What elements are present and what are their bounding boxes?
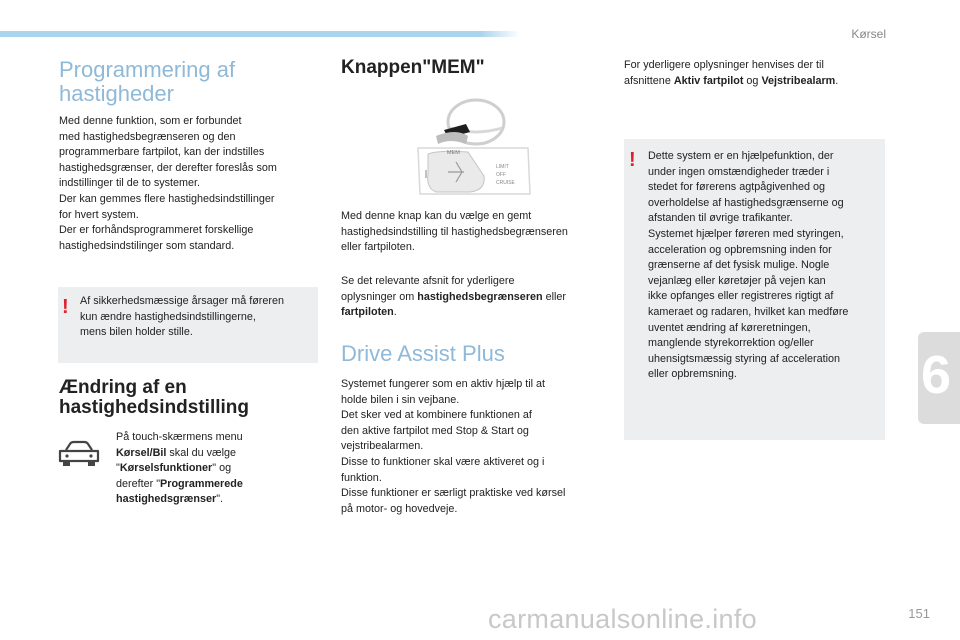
warning-line: Af sikkerhedsmæssige årsager må føreren (80, 295, 285, 307)
left-instruction (116, 430, 296, 508)
link-hastighedsbegraenseren: hastighedsbegrænseren (417, 290, 543, 303)
drive-assist-text (341, 377, 611, 517)
para-line: Se det relevante afsnit for yderligere (341, 275, 515, 287)
para-line: på motor- og hovedveje. (341, 502, 458, 515)
instruction-text: skal du vælge (166, 446, 237, 459)
para-line: Disse to funktioner skal være aktiveret og i (341, 455, 545, 468)
warning-line: grænserne af det fysisk mulige. Nogle (648, 259, 830, 272)
para-line: hastighedsindstilling til hastighedsbegrænseren (341, 225, 568, 238)
para-line: holde bilen i sin vejbane. (341, 393, 460, 406)
middle-title (341, 58, 601, 78)
para-text: afsnittene (624, 74, 674, 87)
para-line: Det sker ved at kombinere funktionen af (341, 409, 532, 422)
warning-line: Dette system er en hjælpefunktion, der (648, 150, 834, 162)
right-warning-box (624, 139, 885, 440)
menu-hastighedsgraenser: hastighedsgrænser (116, 493, 217, 506)
label-mem: MEM (447, 150, 460, 156)
warning-line: acceleration og opbremsning inden for (648, 243, 832, 256)
header-accent-bar (0, 31, 480, 37)
warning-line: afstanden til øvrige trafikanter. (648, 212, 793, 225)
header-accent-fade (480, 31, 520, 37)
para-line: Disse funktioner er særligt praktiske ved kørsel (341, 487, 566, 500)
subtitle-line1: Ændring af en (59, 377, 187, 398)
warning-icon: ! (629, 149, 636, 171)
mem-button-illustration (408, 98, 538, 198)
instruction-text: derefter " (116, 477, 161, 490)
para-line: den aktive fartpilot med Stop & Start og (341, 424, 529, 437)
menu-bil: Bil (152, 446, 167, 459)
chapter-number: 6 (920, 345, 951, 405)
left-title-line1: Programmering af (59, 57, 236, 82)
para-text: oplysninger om (341, 290, 418, 303)
warning-line: manglende styrekorrektion og/eller (648, 337, 814, 350)
mem-title: Knappen"MEM" (341, 57, 485, 78)
para-text: eller (542, 290, 567, 303)
para-line: Systemet fungerer som en aktiv hjælp til at (341, 378, 546, 390)
quote: " (116, 462, 120, 475)
warning-line: kun ændre hastighedsindstillingerne, (80, 310, 256, 323)
menu-korsel: Kørsel (116, 446, 150, 459)
warning-line: uhensigtsmæssig styring af acceleration (648, 352, 841, 365)
intro-line: programmerbare fartpilot, kan der indstilles (59, 146, 265, 159)
intro-line: Med denne funktion, som er forbundet (59, 115, 242, 127)
intro-line: med hastighedsbegrænseren og den (59, 130, 236, 143)
warning-line: vejanlæg eller køretøjer på vejen kan (648, 274, 826, 287)
right-intro (624, 58, 894, 89)
link-aktiv-fartpilot: Aktiv fartpilot (673, 74, 744, 87)
warning-line: stedet for førerens agtpågivenhed og (648, 181, 826, 194)
watermark: carmanualsonline.info (488, 604, 757, 634)
mem-reference (341, 274, 611, 321)
para-text: og (743, 74, 762, 87)
warning-line: ikke opfanges eller registreres rigtigt af (648, 290, 834, 303)
left-intro (59, 114, 324, 254)
link-fartpiloten: fartpiloten (341, 306, 394, 319)
intro-line: indstillinger til de to systemer. (59, 177, 201, 190)
subtitle-line2: hastighedsindstilling (59, 397, 250, 418)
car-icon (58, 440, 100, 470)
warning-line: eller opbremsning. (648, 368, 737, 381)
menu-separator: / (149, 446, 153, 459)
label-cruise: CRUISE (496, 180, 515, 186)
para-text: . (393, 306, 397, 319)
instruction-text: " og (212, 462, 232, 475)
intro-line: hastighedsgrænser, der derefter foreslås som (59, 161, 277, 174)
intro-line: hastighedsindstilinger som standard. (59, 239, 235, 252)
intro-line: for hvert system. (59, 208, 139, 221)
page-number: 151 (908, 606, 930, 621)
left-warning-box (58, 287, 318, 363)
left-subtitle (59, 378, 329, 418)
label-off: OFF (496, 172, 506, 178)
warning-line: uventet ændring af køreretningen, (648, 321, 811, 334)
para-text: . (835, 74, 839, 87)
warning-line: overholdelse af hastighedsgrænserne og (648, 196, 844, 209)
intro-line: Der kan gemmes flere hastighedsindstillinger (59, 192, 275, 205)
drive-assist-title (341, 342, 611, 366)
warning-icon: ! (62, 296, 69, 318)
left-title (59, 58, 319, 106)
warning-line: under ingen omstændigheder træder i (648, 165, 830, 178)
drive-assist-heading: Drive Assist Plus (341, 341, 505, 366)
para-line: eller fartpiloten. (341, 241, 415, 254)
section-name: Kørsel (851, 27, 886, 41)
para-line: funktion. (341, 471, 382, 484)
mem-description (341, 209, 611, 256)
warning-line: Systemet hjælper føreren med styringen, (648, 227, 844, 240)
intro-line: Der er forhåndsprogrammeret forskellige (59, 224, 254, 237)
para-line: vejstribealarmen. (341, 440, 424, 453)
instruction-line: På touch-skærmens menu (116, 431, 243, 443)
warning-line: kameraet og radaren, hvilket kan medføre (648, 305, 849, 318)
para-line: For yderligere oplysninger henvises der til (624, 59, 824, 71)
link-vejstribealarm: Vejstribealarm (761, 74, 836, 87)
label-limit: LIMIT (496, 164, 509, 170)
left-title-line2: hastigheder (59, 81, 174, 106)
warning-line: mens bilen holder stille. (80, 326, 193, 339)
menu-programmerede: Programmerede (160, 477, 243, 490)
menu-korselsfunktioner: Kørselsfunktioner (119, 462, 213, 475)
quote: ". (216, 493, 224, 506)
para-line: Med denne knap kan du vælge en gemt (341, 210, 532, 222)
